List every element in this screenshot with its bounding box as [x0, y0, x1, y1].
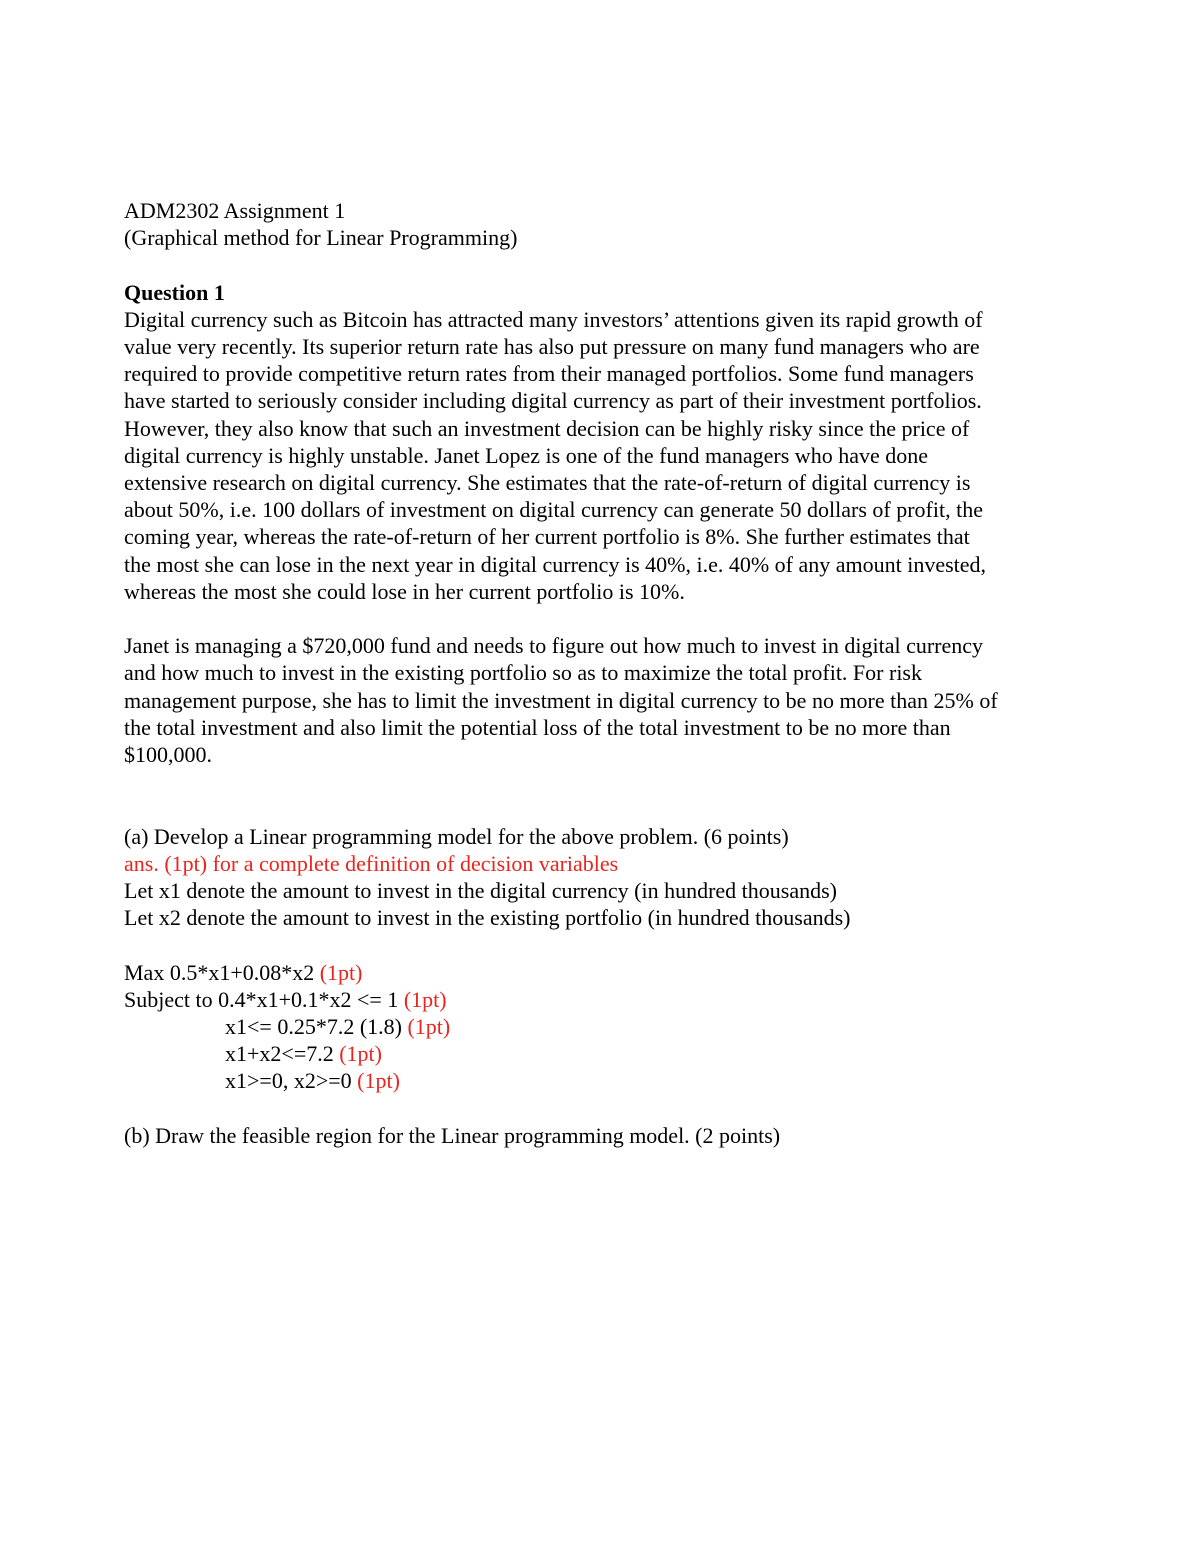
- paragraph-line: required to provide competitive return rates from their managed portfolios. Some fund managers: [124, 361, 974, 387]
- paragraph-line: coming year, whereas the rate-of-return of her current portfolio is 8%. She further estimates that: [124, 524, 970, 550]
- question-paragraph-2: [124, 632, 1074, 768]
- paragraph-line: management purpose, she has to limit the investment in digital currency to be no more than 25% of: [124, 687, 998, 713]
- paragraph-line: Digital currency such as Bitcoin has attracted many investors’ attentions given its rapid growth of: [124, 306, 983, 332]
- constraint-text: x1>=0, x2>=0: [225, 1068, 358, 1094]
- answer-intro: [124, 850, 1074, 877]
- paragraph-line: the most she can lose in the next year in digital currency is 40%, i.e. 40% of any amount invested,: [124, 551, 987, 577]
- grading-mark: (1pt): [339, 1041, 382, 1067]
- constraint-line: [124, 1040, 1074, 1067]
- grading-mark: (1pt) for a complete definition of decision variables: [164, 850, 619, 876]
- paragraph-line: the total investment and also limit the potential loss of the total investment to be no more than: [124, 714, 951, 740]
- grading-mark: (1pt): [407, 1014, 451, 1040]
- paragraph-line: extensive research on digital currency. She estimates that the rate-of-return of digital currency is: [124, 470, 971, 496]
- grading-mark: (1pt): [403, 986, 447, 1012]
- objective-text: Max 0.5*x1+0.08*x2: [124, 959, 320, 985]
- constraint-line: [124, 1067, 1074, 1094]
- constraint-line: [124, 986, 1074, 1013]
- paragraph-line: digital currency is highly unstable. Janet Lopez is one of the fund managers who have done: [124, 442, 928, 468]
- decision-variable-x1: Let x1 denote the amount to invest in the digital currency (in hundred thousands): [124, 878, 837, 904]
- paragraph-line: whereas the most she could lose in her current portfolio is 10%.: [124, 578, 685, 604]
- paragraph-line: $100,000.: [124, 742, 212, 768]
- constraint-text: x1+x2<=7.2: [225, 1041, 340, 1067]
- paragraph-line: and how much to invest in the existing portfolio so as to maximize the total profit. For risk: [124, 660, 922, 686]
- paragraph-line: about 50%, i.e. 100 dollars of investment on digital currency can generate 50 dollars of profit, the: [124, 497, 983, 523]
- document-page: [124, 197, 1074, 1149]
- grading-mark: (1pt): [319, 959, 363, 985]
- paragraph-line: Janet is managing a $720,000 fund and needs to figure out how much to invest in digital currency: [124, 633, 984, 659]
- paragraph-line: have started to seriously consider including digital currency as part of their investment portfolios.: [124, 388, 982, 414]
- document-subtitle: (Graphical method for Linear Programming): [124, 225, 518, 251]
- paragraph-line: value very recently. Its superior return rate has also put pressure on many fund managers who are: [124, 334, 980, 359]
- document-title: ADM2302 Assignment 1: [124, 198, 346, 223]
- constraint-line: [124, 1013, 1074, 1040]
- answer-label: ans.: [124, 850, 165, 876]
- paragraph-line: However, they also know that such an investment decision can be highly risky since the price of: [124, 415, 970, 441]
- part-a-prompt: (a) Develop a Linear programming model for the above problem. (6 points): [124, 823, 789, 849]
- decision-variable-x2: Let x2 denote the amount to invest in the existing portfolio (in hundred thousands): [124, 905, 851, 931]
- grading-mark: (1pt): [357, 1068, 400, 1094]
- constraint-text: Subject to 0.4*x1+0.1*x2 <= 1: [124, 986, 404, 1012]
- question-paragraph-1: [124, 306, 1074, 605]
- part-b-prompt: (b) Draw the feasible region for the Linear programming model. (2 points): [124, 1122, 781, 1148]
- objective-function: [124, 959, 1074, 986]
- constraint-text: x1<= 0.25*7.2 (1.8): [225, 1014, 408, 1040]
- question-heading: Question 1: [124, 279, 225, 305]
